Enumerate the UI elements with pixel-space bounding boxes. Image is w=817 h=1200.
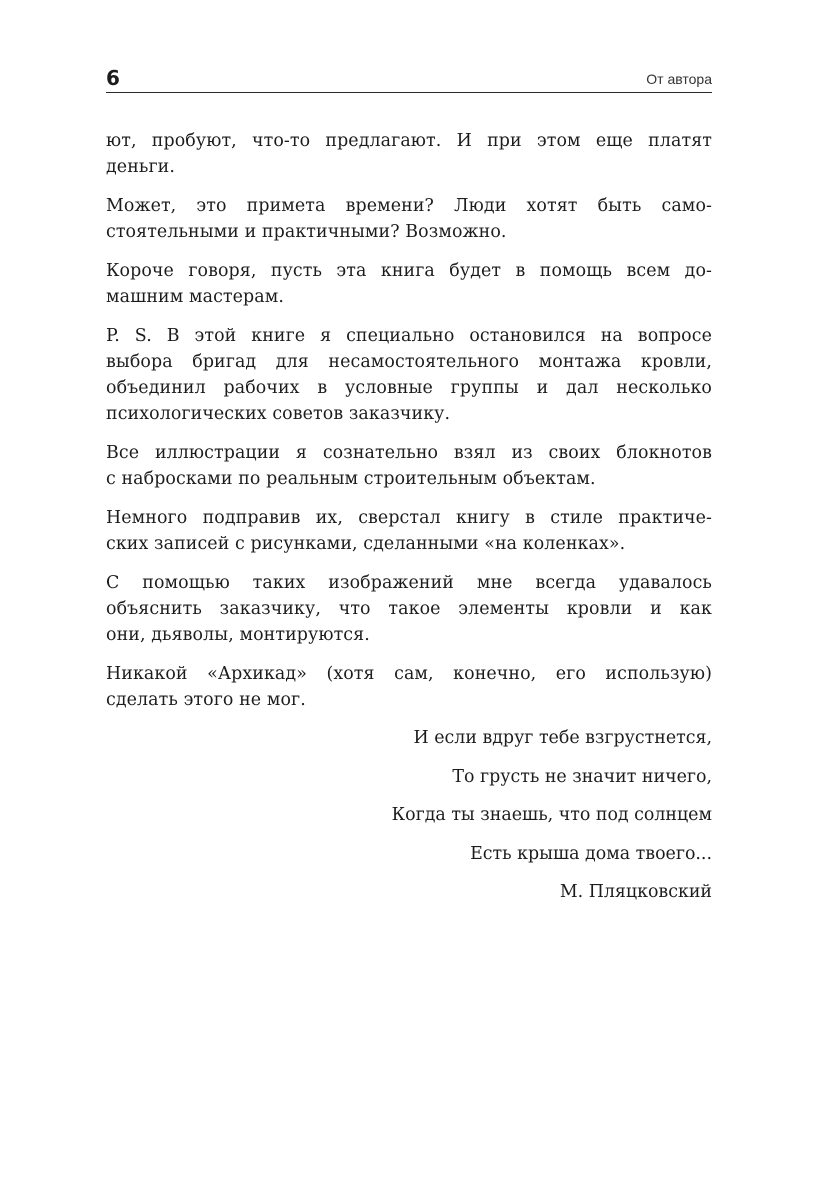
text-line: С помощью таких изображений мне всегда удавалось (106, 573, 712, 593)
text-line: выбора бригад для несамостоятельного монтажа кровли, (106, 352, 712, 372)
text-line: P. S. В этой книге я специально остановился на вопросе (106, 326, 712, 346)
text-line: с набросками по реальным строительным объектам. (106, 469, 596, 489)
text-line: объединил рабочих в условные группы и дал несколько (106, 378, 712, 398)
epigraph (392, 725, 712, 905)
paragraph (106, 323, 712, 427)
epigraph-line: Есть крыша дома твоего... (470, 843, 712, 864)
page-header (106, 66, 712, 93)
text-line: они, дьяволы, монтируются. (106, 625, 370, 645)
text-line: ских записей с рисунками, сделанными «на коленках». (106, 534, 626, 554)
text-line: психологических советов заказчику. (106, 404, 451, 424)
page-number: 6 (106, 66, 120, 90)
paragraph (106, 193, 712, 245)
epigraph-line: Когда ты знаешь, что под солнцем (391, 805, 712, 826)
paragraph (106, 505, 712, 557)
text-line: ют, пробуют, что-то предлагают. И при этом еще платят (106, 131, 712, 151)
text-line: объяснить заказчику, что такое элементы кровли и как (106, 599, 712, 619)
text-line: машним мастерам. (106, 287, 285, 307)
paragraph (106, 440, 712, 492)
text-line: Никакой «Архикад» (хотя сам, конечно, его использую) (106, 664, 712, 684)
text-line: стоятельными и практичными? Возможно. (106, 222, 507, 242)
text-line: Все иллюстрации я сознательно взял из своих блокнотов (106, 443, 712, 463)
paragraph (106, 128, 712, 180)
paragraph (106, 258, 712, 310)
paragraph (106, 570, 712, 648)
running-head: От автора (646, 71, 712, 87)
epigraph-author: М. Пляцковский (559, 882, 712, 903)
text-line: Немного подправив их, сверстал книгу в стиле практиче- (106, 508, 712, 528)
epigraph-line: То грусть не значит ничего, (452, 766, 712, 787)
epigraph-line: И если вдруг тебе взгрустнется, (413, 728, 712, 748)
text-line: Может, это примета времени? Люди хотят быть само- (106, 196, 712, 216)
paragraph (106, 661, 712, 713)
text-line: деньги. (106, 157, 175, 177)
text-line: Короче говоря, пусть эта книга будет в помощь всем до- (106, 261, 712, 281)
body-text (106, 128, 712, 726)
text-line: сделать этого не мог. (106, 690, 306, 710)
